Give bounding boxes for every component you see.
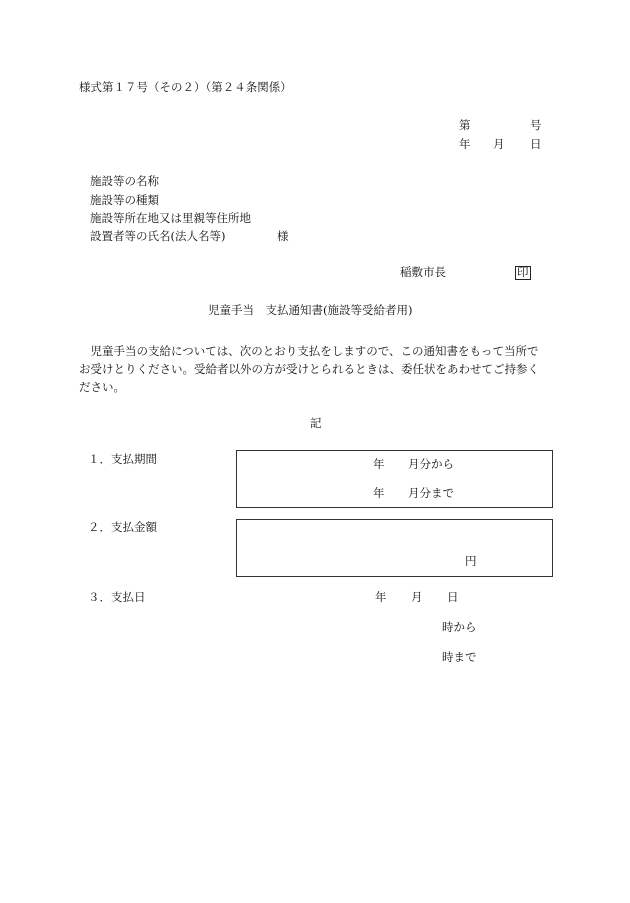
issuer-name: 稲敷市長 xyxy=(400,265,446,279)
payment-amount-label: ２．支払金額 xyxy=(88,520,157,534)
body-line: お受けとりください。受給者以外の方が受けとられるときは、委任状をあわせてご持参く xyxy=(79,362,539,376)
date-year: 年 xyxy=(459,137,471,151)
payment-period-box xyxy=(236,450,553,508)
amount-unit: 円 xyxy=(465,554,477,568)
document-title: 児童手当 支払通知書(施設等受給者用) xyxy=(208,303,413,317)
body-line: 児童手当の支給については、次のとおり支払をしますので、この通知書をもって当所で xyxy=(79,344,539,358)
recipient-address: 施設等所在地又は里親等住所地 xyxy=(90,211,251,225)
period-to-month: 月分まで xyxy=(408,486,454,500)
recipient-founder-name: 設置者等の氏名(法人名等) xyxy=(90,229,226,243)
ki-heading: 記 xyxy=(310,416,322,430)
pay-date-day: 日 xyxy=(447,590,459,604)
pay-time-from: 時から xyxy=(442,620,477,634)
doc-number-suffix: 号 xyxy=(530,118,542,132)
payment-date-label: ３．支払日 xyxy=(88,590,146,604)
body-paragraph xyxy=(79,342,553,396)
doc-number-prefix: 第 xyxy=(459,118,471,132)
date-day: 日 xyxy=(530,137,542,151)
period-from-month: 月分から xyxy=(408,457,454,471)
form-number: 様式第１７号（その２）（第２４条関係） xyxy=(79,80,292,94)
pay-date-year: 年 xyxy=(375,590,387,604)
recipient-honorific: 様 xyxy=(277,229,289,243)
body-line: ださい。 xyxy=(79,380,125,394)
recipient-facility-name: 施設等の名称 xyxy=(90,174,159,188)
payment-period-label: １．支払期間 xyxy=(88,452,157,466)
period-from-year: 年 xyxy=(373,457,385,471)
payment-amount-box xyxy=(236,519,553,577)
period-to-year: 年 xyxy=(373,486,385,500)
date-month: 月 xyxy=(493,137,505,151)
seal-mark: 印 xyxy=(517,265,529,279)
pay-time-to: 時まで xyxy=(442,650,477,664)
recipient-facility-type: 施設等の種類 xyxy=(90,193,159,207)
pay-date-month: 月 xyxy=(411,590,423,604)
